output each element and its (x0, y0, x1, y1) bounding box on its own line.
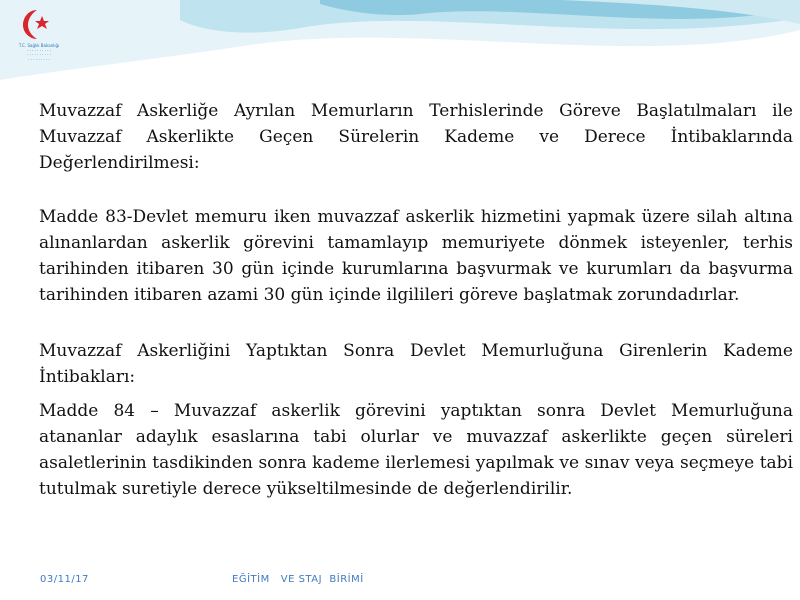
ministry-logo (6, 4, 68, 68)
footer-date: 03/11/17 (40, 574, 89, 585)
heading-article-84: Muvazzaf Askerliğini Yaptıktan Sonra Devlet Memurluğuna Girenlerin Kademe İntibakları: (39, 341, 793, 387)
logo-line-3: · · · · · · · · · · (26, 52, 52, 57)
logo-line-4: · · · · · · · · · (28, 56, 50, 62)
heading-article-83: Muvazzaf Askerliğe Ayrılan Memurların Terhislerinde Göreve Başlatılmaları ile Muvazzaf Askerlikte Geçen Sürelerin Kademe ve Derece İntibaklarında Değerlendirilmesi: (39, 101, 793, 173)
footer-unit: EĞİTİM VE STAJ BİRİMİ (232, 574, 364, 585)
article-83-text: Madde 83-Devlet memuru iken muvazzaf askerlik hizmetini yapmak üzere silah altına alınanlardan askerlik görevini tamamlayıp memuriyete dönmek isteyenler, terhis tarihinden itibaren 30 gün içinde kurumlarına başvurmak ve kurumları da başvurma tarihinden itibaren azami 30 gün içinde ilgilileri göreve başlatmak zorundadırlar. (39, 207, 793, 305)
logo-line-2: · · · · · · · · · · (26, 47, 52, 53)
header-wave-decoration (0, 0, 800, 90)
article-84-text: Madde 84 – Muvazzaf askerlik görevini yaptıktan sonra Devlet Memurluğuna atananlar adaylık esaslarına tabi olurlar ve muvazzaf askerlikte geçen süreleri asaletlerinin tasdikinden sonra kademe ilerlemesi yapılmak ve sınav veya seçmeye tabi tutulmak suretiyle derece yükseltilmesinde de değerlendirilir. (39, 401, 793, 499)
crescent-star-icon (6, 4, 68, 44)
logo-line-1: T.C. Sağlık Bakanlığı (18, 43, 60, 48)
slide-content (39, 98, 793, 502)
